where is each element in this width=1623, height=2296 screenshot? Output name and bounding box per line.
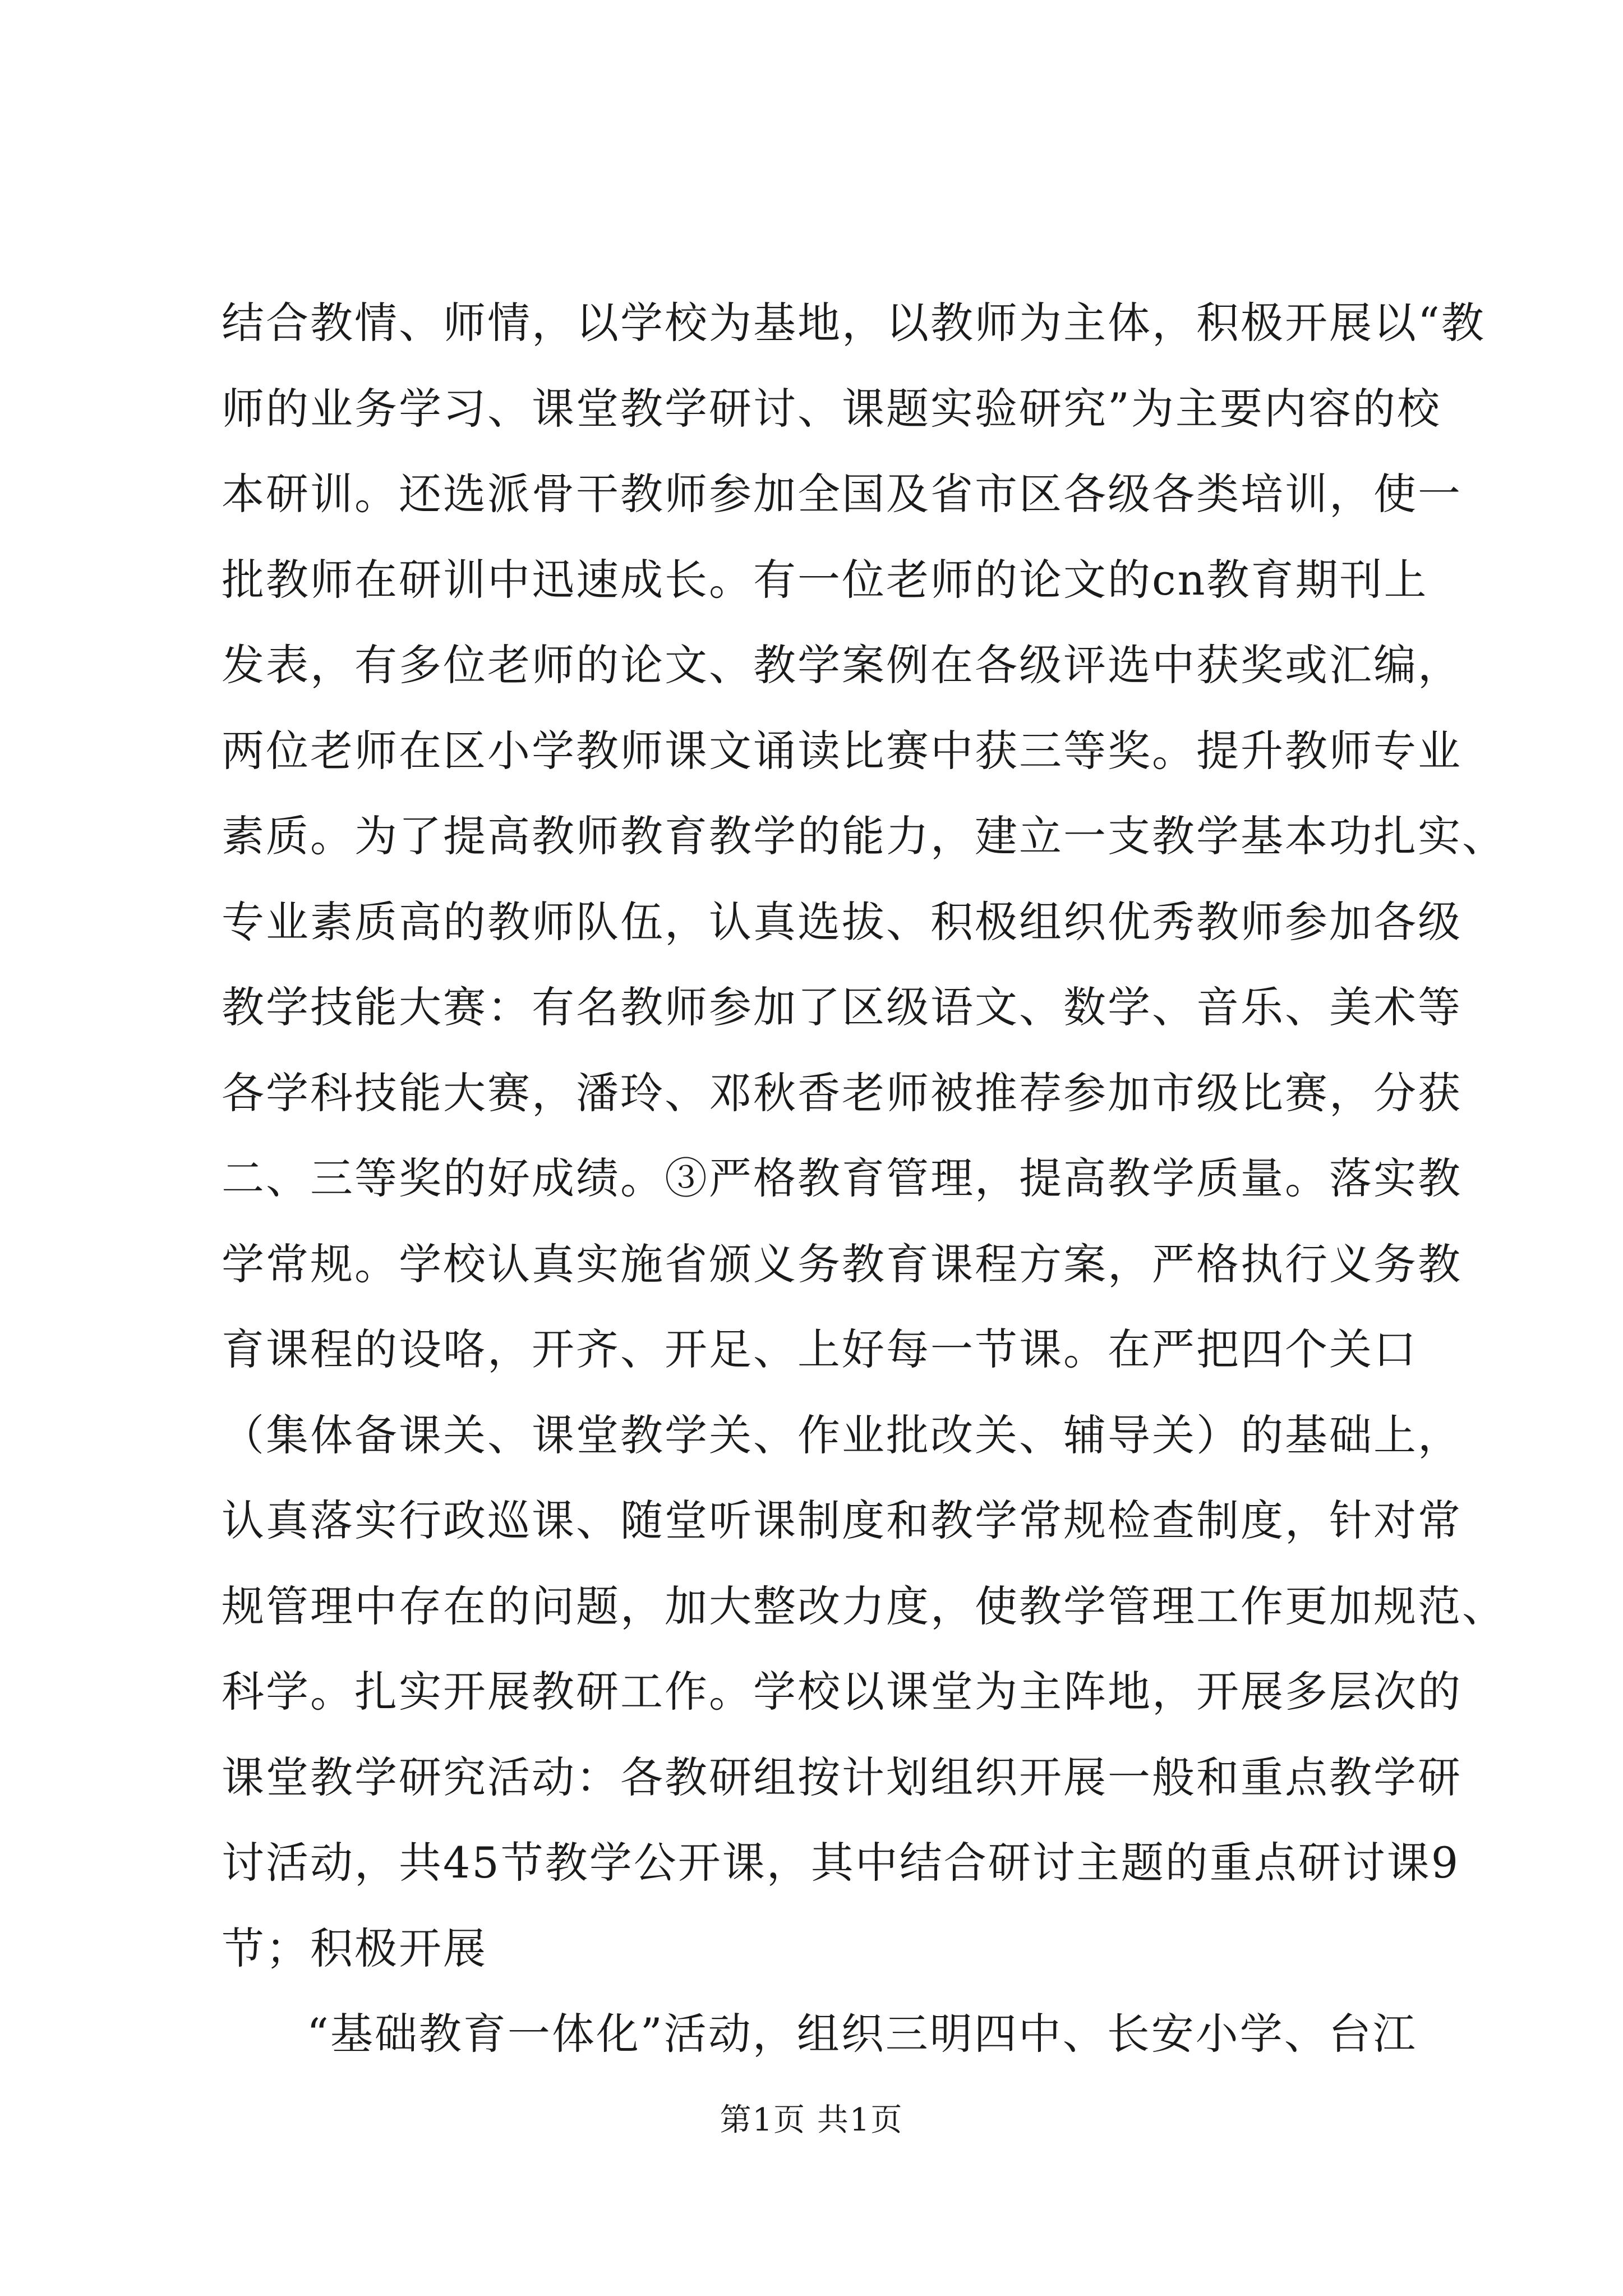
text-line: 科学。扎实开展教研工作。学校以课堂为主阵地，开展多层次的: [222, 1667, 1462, 1717]
text-line: 教学技能大赛：有名教师参加了区级语文、数学、音乐、美术等: [222, 982, 1462, 1032]
text-line: 育课程的设咯，开齐、开足、上好每一节课。在严把四个关口: [222, 1324, 1418, 1374]
text-line: 本研训。还选派骨干教师参加全国及省市区各级各类培训，使一: [222, 469, 1462, 519]
text-line: 师的业务学习、课堂教学研讨、课题实验研究”为主要内容的校: [222, 383, 1441, 434]
text-line: 结合教情、师情，以学校为基地，以教师为主体，积极开展以“教: [222, 298, 1486, 348]
text-line: 课堂教学研究活动：各教研组按计划组织开展一般和重点教学研: [222, 1752, 1462, 1802]
text-line: 发表，有多位老师的论文、教学案例在各级评选中获奖或汇编，: [222, 640, 1462, 690]
text-line: （集体备课关、课堂教学关、作业批改关、辅导关）的基础上，: [222, 1410, 1462, 1460]
text-line: 讨活动，共45节教学公开课，其中结合研讨主题的重点研讨课9: [222, 1838, 1460, 1888]
text-line: 节；积极开展: [222, 1923, 487, 1973]
text-line: 两位老师在区小学教师课文诵读比赛中获三等奖。提升教师专业: [222, 725, 1462, 776]
text-line: 学常规。学校认真实施省颁义务教育课程方案，严格执行义务教: [222, 1239, 1462, 1289]
text-line: “基础教育一体化”活动，组织三明四中、长安小学、台江: [307, 2009, 1417, 2059]
page-footer: 第1页 共1页: [720, 2102, 903, 2138]
text-line: 专业素质高的教师队伍，认真选拔、积极组织优秀教师参加各级: [222, 896, 1462, 947]
text-line: 素质。为了提高教师教育教学的能力，建立一支教学基本功扎实、: [222, 811, 1506, 861]
text-line: 二、三等奖的好成绩。③严格教育管理，提高教学质量。落实教: [222, 1153, 1462, 1203]
text-line: 规管理中存在的问题，加大整改力度，使教学管理工作更加规范、: [222, 1581, 1506, 1631]
text-line: 各学科技能大赛，潘玲、邓秋香老师被推荐参加市级比赛，分获: [222, 1068, 1462, 1118]
text-line: 批教师在研训中迅速成长。有一位老师的论文的cn教育期刊上: [222, 554, 1428, 605]
text-line: 认真落实行政巡课、随堂听课制度和教学常规检查制度，针对常: [222, 1496, 1462, 1545]
body-text: [222, 280, 1506, 2077]
